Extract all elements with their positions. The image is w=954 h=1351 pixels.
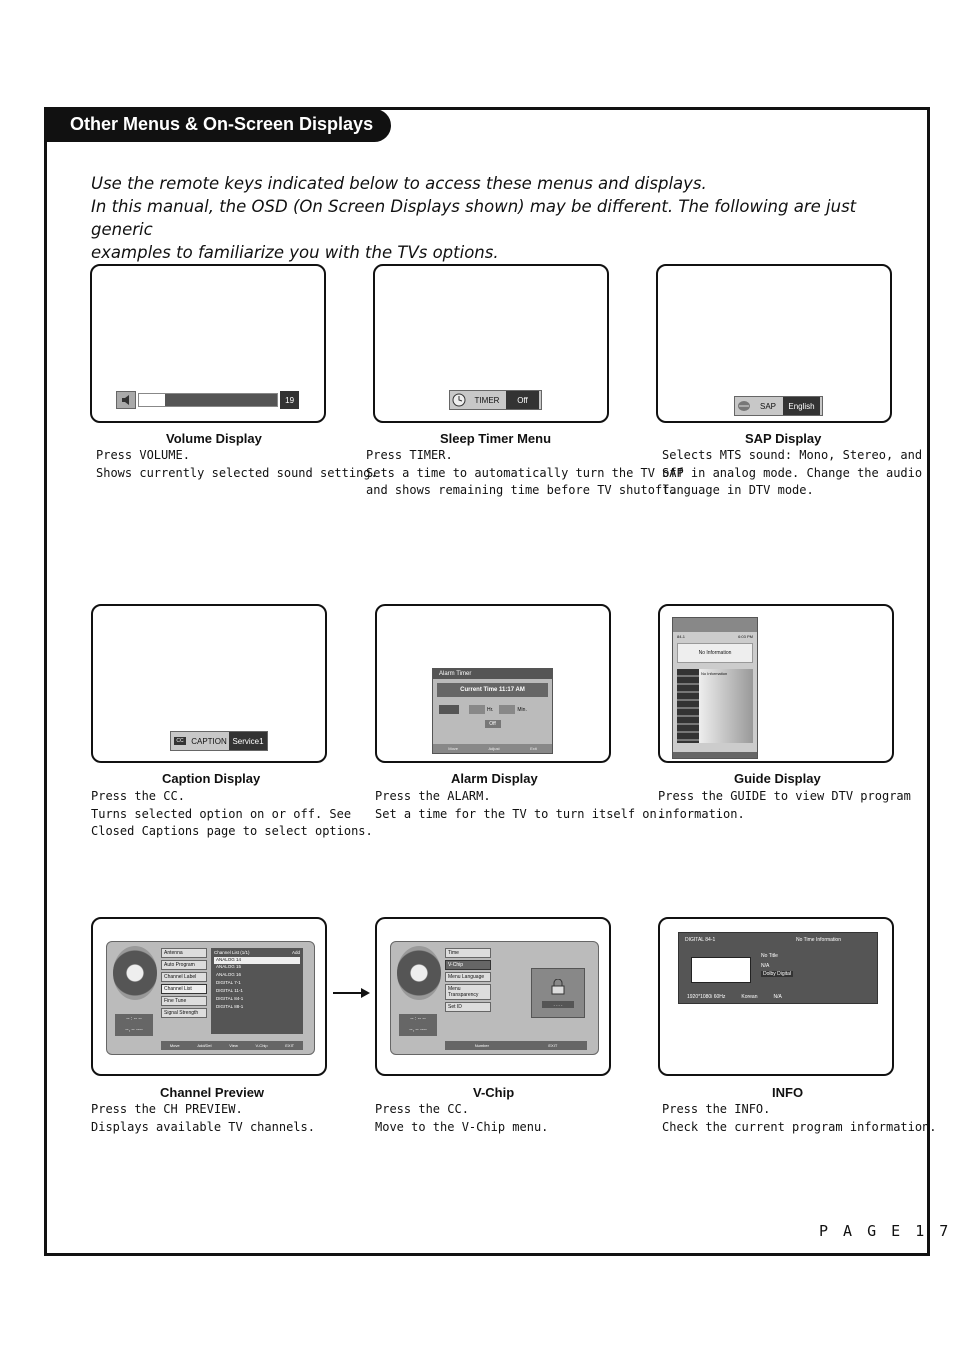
info-footer — [687, 994, 782, 1000]
caption-line: Press the CC. — [91, 789, 185, 803]
info-details — [761, 953, 793, 977]
remote-dial-icon — [397, 946, 441, 1000]
guide-channel: 84-1 — [677, 634, 686, 639]
page-title: Other Menus & On-Screen Displays — [70, 114, 374, 134]
volume-description — [96, 447, 378, 482]
volume-value: 19 — [280, 391, 299, 409]
alarm-hr-label: Hr. — [487, 706, 494, 713]
sleep-line: and shows remaining time before TV shutoff. — [366, 483, 677, 497]
alarm-adjust-hint: Adjust — [488, 746, 500, 751]
sap-description — [662, 447, 922, 500]
channel-menu-item[interactable]: Auto Program — [161, 960, 207, 970]
alarm-description — [375, 788, 664, 823]
alarm-title: Alarm Display — [451, 771, 538, 786]
channel-line: Press the CH PREVIEW. — [91, 1102, 243, 1116]
vchip-title: V-Chip — [473, 1085, 515, 1100]
sleep-timer-label: TIMER — [474, 395, 500, 405]
guide-line: information. — [658, 806, 745, 821]
alarm-min-label: Min. — [517, 706, 527, 713]
info-description — [662, 1101, 937, 1136]
sap-value: English — [783, 397, 820, 415]
vchip-footer — [445, 1041, 587, 1050]
caption-osd — [170, 731, 268, 751]
info-preview-box — [691, 957, 751, 983]
channel-list-row[interactable]: DIGITAL 84-1 — [216, 996, 244, 1001]
channel-list-row[interactable]: ANALOG 15 — [216, 964, 242, 969]
vchip-footer-number: Number — [474, 1043, 489, 1048]
vchip-osd — [390, 941, 599, 1055]
sleep-line: Press TIMER. — [366, 448, 453, 462]
vchip-screen — [375, 917, 611, 1076]
alarm-hour-field[interactable] — [469, 705, 485, 714]
channel-list-row[interactable]: DIGITAL 88-1 — [216, 1004, 244, 1009]
channel-footer-move: Move — [169, 1043, 180, 1048]
alarm-osd-title: Alarm Timer — [433, 669, 552, 679]
guide-footer — [673, 752, 757, 758]
info-title-caption: INFO — [772, 1085, 804, 1100]
intro-line-1: Use the remote keys indicated below to access these menus and displays. — [91, 174, 707, 193]
vchip-time-box: -- : -- -- --, -- ---- — [399, 1014, 437, 1036]
volume-screen — [90, 264, 326, 423]
sap-line: SAP in analog mode. Change the audio — [662, 465, 923, 480]
arrow-right-icon — [333, 984, 371, 996]
page-number: P A G E 1 7 — [819, 1222, 952, 1240]
vchip-password-field[interactable]: - - - - — [542, 1001, 574, 1008]
caption-description — [91, 788, 373, 841]
sleep-timer-osd — [449, 390, 542, 410]
sleep-timer-screen — [373, 264, 609, 423]
channel-list-header — [211, 948, 303, 957]
channel-menu-item[interactable]: Fine Tune — [161, 996, 207, 1006]
vchip-menu-item[interactable]: Menu Transparency — [445, 984, 491, 1000]
guide-line: Press the GUIDE to view DTV program — [658, 789, 911, 803]
channel-line: Displays available TV channels. — [91, 1119, 315, 1134]
channel-footer-view: View — [229, 1043, 238, 1048]
channel-list-row[interactable]: DIGITAL 7-1 — [216, 980, 241, 985]
channel-list-panel — [211, 948, 303, 1034]
alarm-current-time: Current Time 11:17 AM — [437, 683, 548, 697]
info-resolution: 1920*1080i 60Hz — [687, 994, 726, 1000]
alarm-osd — [432, 668, 553, 754]
vchip-line: Press the CC. — [375, 1102, 469, 1116]
info-header — [679, 933, 877, 947]
channel-footer-add: Add/Del — [197, 1043, 212, 1048]
channel-footer-exit: EXIT — [285, 1043, 295, 1048]
caption-title: Caption Display — [162, 771, 261, 786]
lock-icon — [550, 979, 566, 995]
caption-line: Closed Captions page to select options. — [91, 824, 373, 838]
alarm-min-field[interactable] — [499, 705, 515, 714]
channel-preview-screen — [91, 917, 327, 1076]
caption-label: CAPTION — [191, 736, 227, 746]
vchip-password-panel — [531, 968, 585, 1018]
sap-screen — [656, 264, 892, 423]
channel-menu-item[interactable]: Channel List — [161, 984, 207, 994]
info-cc: N/A — [773, 994, 782, 1000]
vchip-footer-exit: EXIT — [548, 1043, 558, 1048]
caption-screen — [91, 604, 327, 763]
clock-icon — [450, 391, 468, 409]
intro-line-3: examples to familiarize you with the TVs options. — [91, 243, 499, 262]
channel-preview-description — [91, 1101, 315, 1136]
speaker-icon — [116, 391, 136, 409]
channel-list-add: Add — [291, 950, 300, 955]
channel-list-title: Channel List (1/1) — [214, 950, 250, 955]
alarm-move-hint: Move — [448, 746, 459, 751]
guide-grid — [677, 669, 753, 743]
volume-line: Press VOLUME. — [96, 448, 190, 462]
intro-text — [91, 172, 891, 264]
alarm-line: Press the ALARM. — [375, 789, 491, 803]
volume-title: Volume Display — [166, 431, 262, 446]
alarm-ampm-field[interactable] — [439, 705, 459, 714]
vchip-menu — [445, 948, 491, 1014]
sap-icon — [735, 397, 753, 415]
guide-header — [673, 618, 757, 632]
sap-label: SAP — [759, 401, 776, 411]
volume-level-bar — [138, 393, 278, 407]
sleep-timer-value: Off — [506, 391, 539, 409]
guide-osd — [672, 617, 758, 759]
guide-channel-column — [677, 669, 699, 743]
sap-osd — [734, 396, 823, 416]
caption-line: Turns selected option on or off. See — [91, 806, 352, 821]
channel-preview-title: Channel Preview — [160, 1085, 265, 1100]
guide-time: 6:03 PM — [738, 634, 753, 639]
sleep-timer-title: Sleep Timer Menu — [440, 431, 552, 446]
cc-icon: CC — [171, 732, 189, 750]
info-channel: DIGITAL 84-1 — [685, 937, 716, 943]
sleep-timer-description — [366, 447, 684, 500]
guide-screen — [658, 604, 894, 763]
sap-title: SAP Display — [745, 431, 822, 446]
vchip-menu-item[interactable]: Set ID — [445, 1002, 491, 1012]
channel-menu-item[interactable]: Signal Strength — [161, 1008, 207, 1018]
remote-dial-icon — [113, 946, 157, 1000]
vchip-description — [375, 1101, 548, 1136]
info-line: Press the INFO. — [662, 1102, 771, 1116]
volume-line: Shows currently selected sound setting. — [96, 465, 378, 480]
guide-channel-row — [673, 632, 757, 641]
sap-line: language in DTV mode. — [662, 483, 814, 497]
info-na: N/A — [761, 963, 770, 969]
guide-info-box: No Information — [677, 643, 753, 663]
channel-time-box: -- : -- -- --, -- ---- — [115, 1014, 153, 1036]
alarm-time-row — [439, 705, 546, 714]
guide-title: Guide Display — [734, 771, 821, 786]
guide-description — [658, 788, 911, 823]
channel-menu-item[interactable]: Antenna — [161, 948, 207, 958]
vchip-menu-item[interactable]: Time — [445, 948, 491, 958]
guide-program-cell: No Information — [699, 669, 753, 743]
channel-footer — [161, 1041, 303, 1050]
channel-osd — [106, 941, 315, 1055]
alarm-line: Set a time for the TV to turn itself on. — [375, 806, 664, 821]
volume-level-fill — [139, 394, 165, 406]
alarm-screen — [375, 604, 611, 763]
info-line: Check the current program information. — [662, 1119, 937, 1134]
info-language: Korean — [741, 994, 758, 1000]
vchip-menu-item[interactable]: V-Chip — [445, 960, 491, 970]
info-audio: Dolby Digital — [763, 971, 792, 977]
info-osd — [678, 932, 878, 1004]
channel-list-row[interactable]: DIGITAL 11-1 — [216, 988, 243, 993]
intro-line-2: In this manual, the OSD (On Screen Displays shown) may be different. The following are just generic — [91, 197, 857, 239]
caption-value: Service1 — [229, 732, 267, 750]
info-screen — [658, 917, 894, 1076]
sleep-line: Sets a time to automatically turn the TV off — [366, 465, 684, 480]
channel-menu — [161, 948, 207, 1020]
channel-list-row[interactable]: ANALOG 14 — [214, 957, 300, 964]
alarm-exit-hint: Exit — [530, 746, 537, 751]
info-title: No Title — [761, 953, 778, 959]
vchip-menu-item[interactable]: Menu Language — [445, 972, 491, 982]
channel-list-row[interactable]: ANALOG 16 — [216, 972, 242, 977]
volume-osd — [116, 391, 299, 409]
alarm-footer — [433, 744, 552, 753]
info-time: No Time Information — [795, 937, 841, 943]
alarm-off-button[interactable]: Off — [485, 720, 501, 728]
sap-line: Selects MTS sound: Mono, Stereo, and — [662, 448, 923, 462]
channel-footer-vchip: V-Chip — [255, 1043, 268, 1048]
vchip-line: Move to the V-Chip menu. — [375, 1119, 549, 1134]
channel-menu-item[interactable]: Channel Label — [161, 972, 207, 982]
